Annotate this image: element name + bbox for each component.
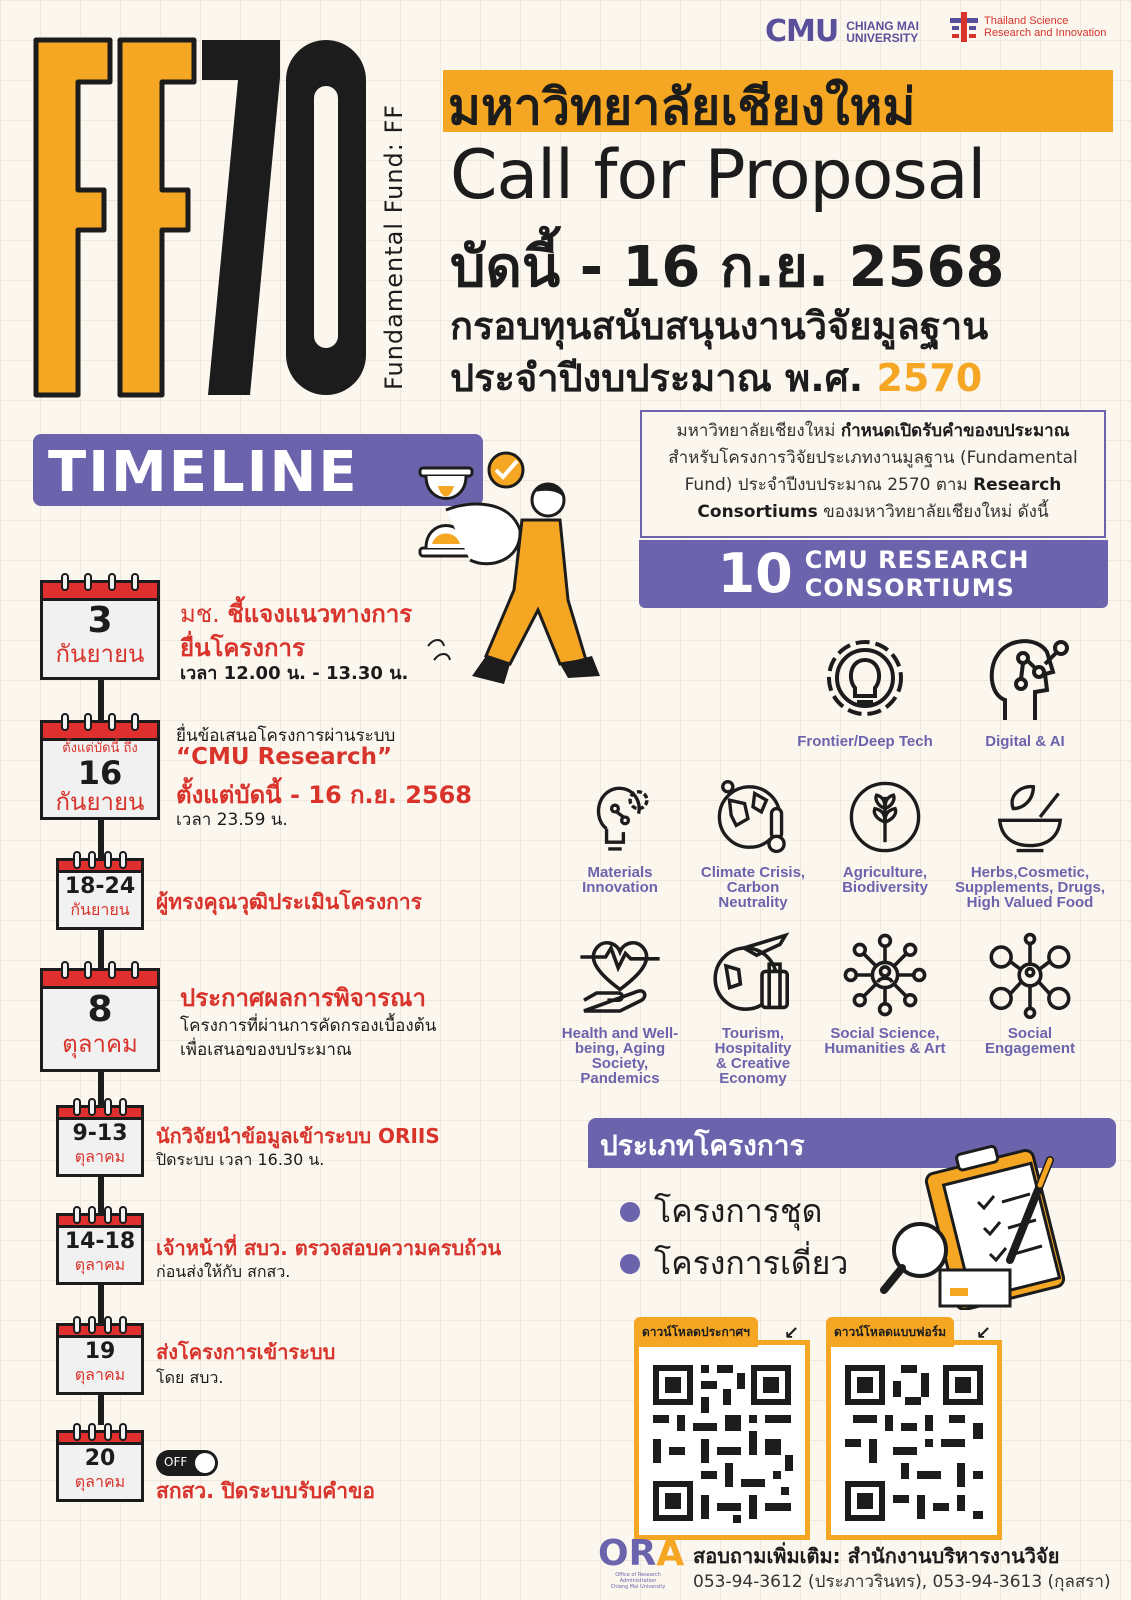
ora-sub1: Office of Research Administration: [615, 1572, 661, 1584]
timeline-chain: [98, 1395, 104, 1425]
consortium-label: being, Aging: [574, 1040, 666, 1057]
ora-wordmark: ORA: [598, 1533, 685, 1574]
download-arrow-icon: ↙: [975, 1323, 991, 1344]
calendar-prefix: ตั้งแต่บัดนี้ ถึง: [62, 741, 138, 756]
fiscal-prefix: ประจำปีงบประมาณ พ.ศ.: [450, 356, 864, 400]
calendar-day: 18-24: [64, 874, 136, 899]
calendar-month: ตุลาคม: [74, 1472, 126, 1491]
university-title: มหาวิทยาลัยเชียงใหม่: [448, 78, 916, 136]
project-type-item: [620, 1238, 848, 1289]
consortium-label: & Creative: [715, 1055, 791, 1072]
hourglass-person-illustration: [410, 450, 630, 705]
intro-text: Fund) ประจำปีงบประมาณ 2570 ตาม: [684, 475, 974, 495]
rc-label-1: CMU RESEARCH: [804, 546, 1030, 574]
event-subtitle: โดย สบว.: [156, 1368, 224, 1387]
project-types-heading: ประเภทโครงการ: [600, 1129, 805, 1162]
consortium-label: Social Science,: [830, 1025, 940, 1042]
ff70-graphic: [28, 30, 373, 405]
intro-text: มหาวิทยาลัยเชียงใหม่: [676, 421, 841, 441]
calendar-month: กันยายน: [55, 640, 145, 668]
toggle-knob: [195, 1453, 215, 1473]
calendar-month: ตุลาคม: [74, 1255, 126, 1274]
project-type-label: โครงการชุด: [654, 1192, 823, 1230]
event-title: ประกาศผลการพิจารณา: [180, 984, 426, 1012]
event-subtitle: เวลา 12.00 น. - 13.30 น.: [180, 663, 409, 684]
globe-thermometer-icon: [711, 775, 795, 859]
consortium-label: Climate Crisis,: [700, 864, 806, 881]
consortium-label: Health and Well-: [561, 1025, 679, 1042]
globe-plane-luggage-icon: [708, 930, 798, 1020]
calendar-oct-14-18: [56, 1213, 144, 1285]
event-subtitle: เพื่อเสนอของบประมาณ: [180, 1040, 352, 1060]
consortium-label: Society,: [591, 1055, 649, 1072]
vertical-fund-label: Fundamental Fund: FF: [380, 103, 408, 390]
event-title: นักวิจัยนำข้อมูลเข้าระบบ ORIIS: [156, 1124, 440, 1148]
event-subtitle: โครงการที่ผ่านการคัดกรองเบื้องต้น: [180, 1016, 437, 1036]
project-type-item: [620, 1186, 822, 1237]
bullet-icon: [620, 1202, 640, 1222]
intro-bold: Consortiums: [697, 502, 818, 522]
qr-form-label: ดาวน์โหลดแบบฟอร์ม: [826, 1317, 954, 1347]
event-title: สกสว. ปิดระบบรับคำขอ: [156, 1479, 376, 1503]
calendar-oct-19: [56, 1323, 144, 1395]
consortium-label: Digital & AI: [985, 733, 1065, 750]
download-arrow-icon: ↙: [783, 1323, 799, 1344]
deadline-heading: บัดนี้ - 16 ก.ย. 2568: [450, 235, 1005, 300]
heart-hand-icon: [575, 930, 665, 1020]
event-subtitle: ก่อนส่งให้กับ สกสว.: [156, 1262, 291, 1281]
consortium-label: Tourism,: [721, 1025, 785, 1042]
fiscal-year-line: [450, 347, 982, 408]
event-subtitle: ปิดระบบ เวลา 16.30 น.: [156, 1150, 325, 1169]
event-title: “CMU Research”: [176, 744, 393, 770]
bullet-icon: [620, 1254, 640, 1274]
consortium-label: Engagement: [984, 1040, 1075, 1057]
event-subtitle: เวลา 23.59 น.: [176, 810, 288, 830]
tsri-line1: Thailand Science: [984, 15, 1069, 27]
consortium-herbs: [950, 775, 1110, 910]
calendar-sep-3: [40, 580, 160, 680]
consortium-label: Biodiversity: [842, 879, 928, 896]
research-consortiums-banner: [639, 540, 1108, 608]
intro-bold: Research: [973, 475, 1062, 495]
event-title-line2: ตั้งแต่บัดนี้ - 16 ก.ย. 2568: [176, 781, 472, 809]
consortium-label: Frontier/Deep Tech: [797, 733, 933, 750]
consortium-frontier-deep-tech: [785, 628, 945, 749]
tsri-mark-icon: [950, 12, 978, 42]
tsri-line2: Research and Innovation: [984, 27, 1107, 39]
ora-sub2: Chiang Mai University: [610, 1584, 666, 1590]
calendar-month: ตุลาคม: [74, 1147, 126, 1166]
ora-logo: [598, 1533, 685, 1590]
intro-box: [640, 410, 1106, 538]
consortium-label: Neutrality: [718, 894, 788, 911]
intro-bold: กำหนดเปิดรับคำของบประมาณ: [840, 421, 1070, 441]
consortium-label: Economy: [719, 1070, 787, 1087]
head-circuit-icon: [975, 628, 1075, 728]
qr-code-icon: [639, 1345, 805, 1535]
event-title-text: ชี้แจงแนวทางการ: [227, 600, 413, 628]
calendar-month: กันยายน: [70, 900, 130, 919]
mortar-pestle-icon: [988, 775, 1072, 859]
consortium-label: Social: [1007, 1025, 1053, 1042]
consortium-label: Materials: [587, 864, 653, 881]
consortium-digital-ai: [945, 628, 1105, 749]
intro-text: ของมหาวิทยาลัยเชียงใหม่ ดังนี้: [817, 502, 1049, 522]
people-network-icon: [840, 930, 930, 1020]
event-title: เจ้าหน้าที่ สบว. ตรวจสอบความครบถ้วน: [156, 1236, 502, 1260]
consortium-label: Pandemics: [580, 1070, 660, 1087]
qr-announcement[interactable]: [634, 1323, 810, 1540]
clipboard-checklist-illustration: [880, 1140, 1090, 1310]
calendar-day: 9-13: [72, 1121, 128, 1146]
consortium-label: Carbon: [726, 879, 780, 896]
calendar-month: กันยายน: [55, 788, 145, 816]
calendar-day: 8: [87, 989, 113, 1030]
consortium-label: Agriculture,: [842, 864, 928, 881]
cmu-logo-line2: UNIVERSITY: [846, 30, 919, 45]
consortium-label: High Valued Food: [966, 894, 1094, 911]
timeline-heading: TIMELINE: [48, 440, 359, 505]
event-title: ส่งโครงการเข้าระบบ: [156, 1340, 336, 1364]
intro-text: สำหรับโครงการวิจัยประเภทงานมูลฐาน (Fundamental: [668, 448, 1078, 468]
calendar-month: ตุลาคม: [74, 1365, 126, 1384]
calendar-sep-18-24: [56, 858, 144, 930]
consortium-label: Innovation: [582, 879, 658, 896]
toggle-label: OFF: [164, 1455, 188, 1469]
qr-announcement-label: ดาวน์โหลดประกาศฯ: [634, 1317, 758, 1347]
calendar-day: 20: [84, 1446, 116, 1471]
consortium-agriculture: [805, 775, 965, 895]
lightbulb-gear-icon: [815, 628, 915, 728]
calendar-day: 16: [77, 754, 123, 792]
cmu-logo-mark: CMU: [765, 14, 839, 49]
wheat-icon: [843, 775, 927, 859]
contact-heading: สอบถามเพิ่มเติม: สำนักงานบริหารงานวิจัย: [693, 1544, 1060, 1568]
cmu-logo: [765, 14, 919, 49]
rc-label-2: CONSORTIUMS: [804, 574, 1015, 602]
framework-line: กรอบทุนสนับสนุนงานวิจัยมูลฐาน: [450, 304, 989, 348]
qr-code-icon: [831, 1345, 997, 1535]
calendar-day: 3: [87, 600, 113, 641]
event-title: ผู้ทรงคุณวุฒิประเมินโครงการ: [156, 890, 422, 914]
consortium-label: Supplements, Drugs,: [954, 879, 1106, 896]
calendar-sep-16: [40, 720, 160, 820]
calendar-day: 19: [84, 1339, 116, 1364]
calendar-oct-8: [40, 968, 160, 1072]
fiscal-year: 2570: [876, 356, 983, 400]
bulb-molecule-icon: [578, 775, 662, 859]
call-for-proposal: Call for Proposal: [450, 136, 986, 215]
calendar-oct-20: [56, 1430, 144, 1502]
consortium-social-engagement: [950, 930, 1110, 1056]
calendar-day: 14-18: [64, 1229, 136, 1254]
project-type-label: โครงการเดี่ยว: [654, 1244, 849, 1282]
off-toggle: [156, 1450, 218, 1476]
consortium-label: Hospitality: [714, 1040, 792, 1057]
community-network-icon: [985, 930, 1075, 1020]
contact-phones: 053-94-3612 (ประภาวรินทร), 053-94-3613 (กุลสรา): [693, 1572, 1111, 1592]
cmu-logo-line1: CHIANG MAI: [846, 18, 919, 33]
consortium-label: Humanities & Art: [824, 1040, 946, 1057]
calendar-oct-9-13: [56, 1105, 144, 1177]
consortium-label: Herbs,Cosmetic,: [970, 864, 1090, 881]
qr-form[interactable]: [826, 1323, 1002, 1540]
event-subtitle: ยื่นข้อเสนอโครงการผ่านระบบ: [176, 726, 396, 746]
consortium-social-science: [805, 930, 965, 1056]
consortium-count: 10: [717, 542, 793, 605]
event-title-line2: ยื่นโครงการ: [180, 634, 305, 662]
event-title-prefix: มช.: [180, 600, 228, 628]
calendar-month: ตุลาคม: [62, 1030, 138, 1058]
tsri-logo: [950, 12, 1106, 42]
